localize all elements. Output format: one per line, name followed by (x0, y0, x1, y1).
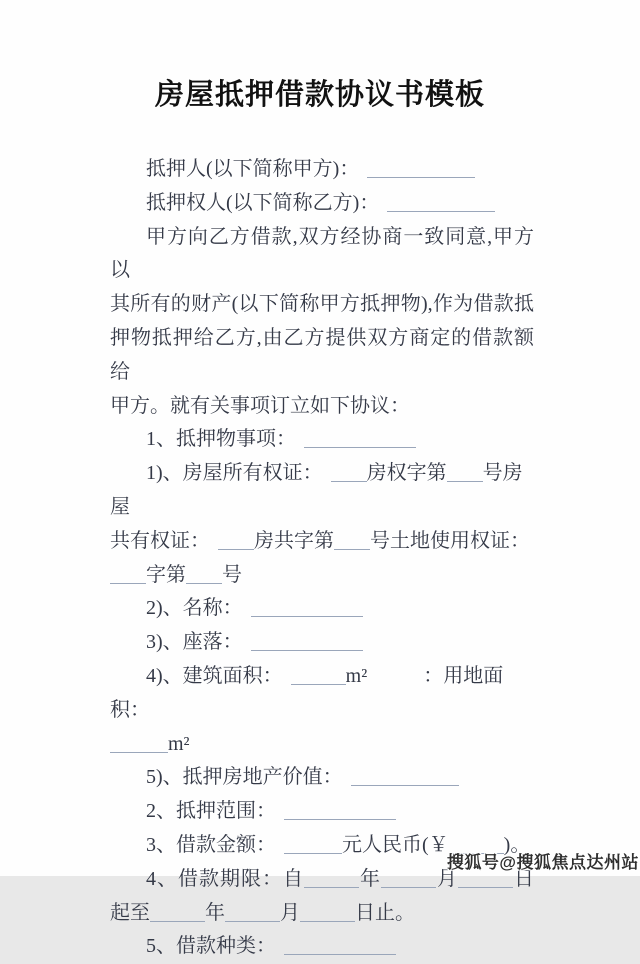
blank-underline (331, 465, 367, 482)
item-1-4-text: ：用地面积： (110, 664, 504, 721)
item-4-text: 4、借款期限：自 (146, 867, 304, 890)
item-1-5-line (110, 761, 534, 795)
blank-underline (387, 195, 495, 212)
item-1-line (110, 423, 534, 457)
square-meter-unit: m² (345, 664, 368, 687)
item-1-2-line (110, 592, 534, 626)
item-1-1-text: 房权字第 (366, 462, 447, 485)
item-4-text: 年 (205, 901, 225, 924)
item-3-text: 3、借款金额： (146, 833, 276, 856)
blank-underline (251, 634, 363, 651)
mortgagee-line (110, 187, 534, 221)
blank-underline (225, 905, 280, 922)
item-1-4-text: 4)、建筑面积： (146, 664, 283, 687)
blank-underline (291, 668, 346, 685)
item-4-text: 年 (359, 867, 381, 890)
intro-paragraph-line-1: 甲方向乙方借款,双方经协商一致同意,甲方以 (110, 225, 534, 282)
blank-underline (150, 905, 205, 922)
item-3-text: )。 (503, 833, 531, 856)
blank-underline (381, 871, 436, 888)
item-1-4-line-1 (110, 660, 534, 728)
blank-underline (304, 871, 359, 888)
item-1-1-line-1 (110, 457, 534, 525)
document-body (110, 153, 534, 964)
item-4-text: 日止。 (355, 901, 415, 924)
item-5-label: 5、借款种类： (146, 935, 276, 958)
blank-underline (218, 533, 254, 550)
item-1-1-line-2 (110, 525, 534, 559)
item-4-line-2 (110, 897, 534, 931)
blank-underline (110, 736, 168, 753)
blank-underline (251, 600, 363, 617)
item-1-2-label: 2)、名称： (146, 597, 243, 620)
item-1-3-line (110, 626, 534, 660)
blank-underline (110, 567, 146, 584)
item-1-1-text: 号 (222, 563, 242, 586)
item-5-line (110, 930, 534, 964)
intro-paragraph-line-3: 押物抵押给乙方,由乙方提供双方商定的借款额给 (110, 326, 534, 383)
blank-underline (186, 567, 222, 584)
item-1-3-label: 3)、座落： (146, 631, 243, 654)
item-1-5-label: 5)、抵押房地产价值： (146, 766, 343, 789)
document-title: 房屋抵押借款协议书模板 (154, 79, 485, 111)
mortgagor-label: 抵押人(以下简称甲方)： (146, 158, 360, 180)
item-1-1-text: 共有权证： (110, 529, 210, 552)
blank-underline (351, 769, 459, 786)
intro-paragraph-line-4: 甲方。就有关事项订立如下协议： (110, 394, 410, 417)
item-4-text: 起至 (110, 901, 150, 924)
mortgagor-line (110, 153, 534, 187)
item-1-1-line-3 (110, 559, 534, 593)
blank-underline (284, 837, 342, 854)
item-4-text: 月 (280, 901, 300, 924)
item-1-1-text: 1)、房屋所有权证： (146, 462, 323, 485)
blank-underline (300, 905, 355, 922)
blank-underline (334, 533, 370, 550)
item-1-1-text: 字第 (146, 563, 186, 586)
blank-underline (367, 161, 475, 178)
item-1-1-text: 房共字第 (254, 529, 334, 552)
item-1-label: 1、抵押物事项： (146, 428, 296, 451)
intro-paragraph-line-2: 其所有的财产(以下简称甲方抵押物),作为借款抵 (110, 293, 534, 316)
blank-underline (284, 803, 396, 820)
item-1-1-text: 号土地使用权证： (370, 529, 530, 552)
item-2-label: 2、抵押范围： (146, 800, 276, 823)
square-meter-unit: m² (168, 732, 190, 755)
blank-underline (458, 871, 513, 888)
blank-underline (284, 938, 396, 955)
item-1-1-text: 号房屋 (110, 462, 523, 518)
item-1-4-line-2 (110, 728, 534, 762)
mortgagee-label: 抵押权人(以下简称乙方)： (146, 191, 380, 214)
item-4-text: 日 (513, 867, 534, 890)
item-2-line (110, 795, 534, 829)
sohu-watermark: 搜狐号@搜狐焦点达州站 (446, 853, 639, 872)
item-4-text: 月 (436, 867, 458, 890)
blank-underline (447, 465, 483, 482)
item-3-text: 元人民币(￥ (342, 833, 449, 856)
blank-underline (304, 431, 416, 448)
